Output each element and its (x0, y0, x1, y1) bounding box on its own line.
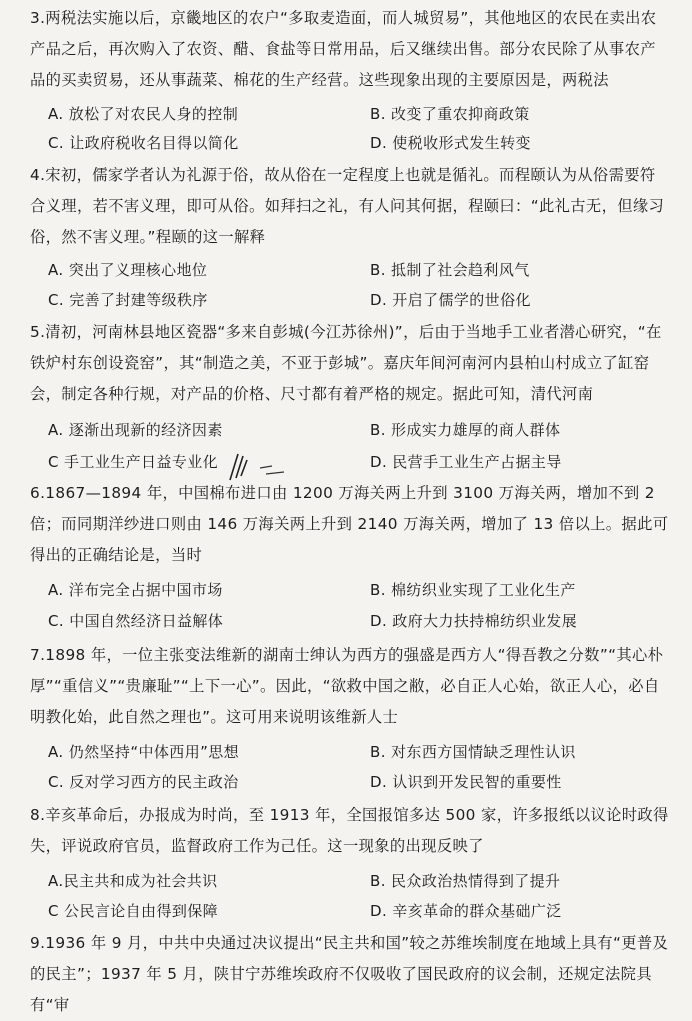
question-5-option-d: D. 民营手工业生产占据主导 (370, 453, 562, 471)
question-3-stem: 3.两税法实施以后，京畿地区的农户“多取麦造面，而人城贸易”，其他地区的农民在卖出农产品之后，再次购入了农资、醋、食盐等日常用品，后又继续出售。部分农民除了从事农产品的买卖贸易，还从事蔬菜、棉花的生产经营。这些现象出现的主要原因是，两税法 (30, 9, 657, 89)
question-8-option-b: B. 民众政治热情得到了提升 (370, 872, 561, 890)
question-6-option-a: A. 洋布完全占据中国市场 (48, 581, 223, 599)
question-8-option-c: C 公民言论自由得到保障 (48, 902, 219, 920)
question-5-stem: 5.清初，河南林县地区瓷器“多来自彭城(今江苏徐州)”，后由于当地手工业者潜心研究，“在铁炉村东创设瓷窑”，其“制造之美，不亚于彭城”。嘉庆年间河南河内县柏山村成立了缸窑会，制定各种行规，对产品的价格、尺寸都有着严格的规定。据此可知，清代河南 (30, 323, 662, 403)
question-4-stem: 4.宋初，儒家学者认为礼源于俗，故从俗在一定程度上也就是循礼。而程颐认为从俗需要符合义理，若不害义理，即可从俗。如拜扫之礼，有人问其何据，程颐曰：“此礼古无，但缘习俗，然不害义理。”程颐的这一解释 (30, 166, 665, 246)
question-6-option-b: B. 棉纺织业实现了工业化生产 (370, 581, 576, 599)
question-6-stem: 6.1867—1894 年，中国棉布进口由 1200 万海关两上升到 3100 万海关两，增加不到 2 倍；而同期洋纱进口则由 146 万海关两上升到 2140 万海关两，增加了 13 倍以上。据此可得出的正确结论是，当时 (30, 484, 669, 564)
question-3-option-b: B. 改变了重农抑商政策 (370, 105, 530, 123)
question-9-stem: 9.1936 年 9 月，中共中央通过决议提出“民主共和国”较之苏维埃制度在地域上具有“更普及的民主”；1937 年 5 月，陕甘宁苏维埃政府不仅吸收了国民政府的议会制，还规定法院具有“审 (30, 934, 669, 1014)
question-7-option-c: C. 反对学习西方的民主政治 (48, 773, 239, 791)
question-5-option-c: C 手工业生产日益专业化 (48, 453, 219, 471)
question-3-option-d: D. 使税收形式发生转变 (370, 134, 531, 152)
question-3-option-c: C. 让政府税收名目得以简化 (48, 134, 239, 152)
question-8-option-a: A.民主共和成为社会共识 (48, 872, 218, 890)
question-3-option-a: A. 放松了对农民人身的控制 (48, 105, 239, 123)
question-7-option-b: B. 对东西方国情缺乏理性认识 (370, 743, 576, 761)
question-4-option-a: A. 突出了义理核心地位 (48, 261, 208, 279)
question-5-option-b: B. 形成实力雄厚的商人群体 (370, 421, 561, 439)
question-8-option-d: D. 辛亥革命的群众基础广泛 (370, 902, 562, 920)
question-4-option-c: C. 完善了封建等级秩序 (48, 291, 208, 309)
question-6-option-c: C. 中国自然经济日益解体 (48, 612, 224, 630)
question-4-option-b: B. 抵制了社会趋利风气 (370, 261, 530, 279)
question-7-option-a: A. 仍然坚持“中体西用”思想 (48, 743, 240, 761)
question-4-option-d: D. 开启了儒学的世俗化 (370, 291, 531, 309)
question-7-option-d: D. 认识到开发民智的重要性 (370, 773, 562, 791)
question-5-option-a: A. 逐渐出现新的经济因素 (48, 421, 223, 439)
question-6-option-d: D. 政府大力扶持棉纺织业发展 (370, 612, 578, 630)
question-8-stem: 8.辛亥革命后，办报成为时尚，至 1913 年，全国报馆多达 500 家，许多报纸以议论时政得失，评说政府官员，监督政府工作为己任。这一现象的出现反映了 (30, 806, 669, 855)
question-7-stem: 7.1898 年，一位主张变法维新的湖南士绅认为西方的强盛是西方人“得吾教之分数”“其心朴厚”“重信义”“贵廉耻”“上下一心”。因此，“欲救中国之敝，必自正人心始，欲正人心，必自明教化始，此自然之理也”。这可用来说明该维新人士 (30, 646, 664, 726)
